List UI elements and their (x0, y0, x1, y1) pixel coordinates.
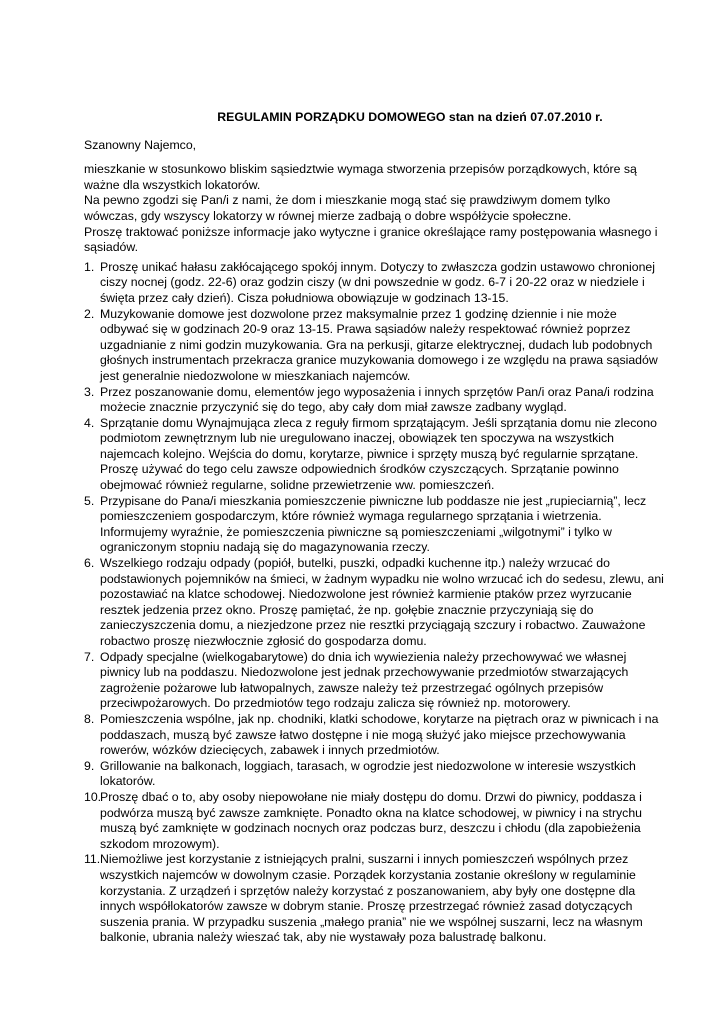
document-title: REGULAMIN PORZĄDKU DOMOWEGO stan na dzień 07.07.2010 r. (217, 110, 603, 124)
rule-text: Przypisane do Pana/i mieszkania pomieszczenie piwniczne lub poddasze nie jest „rupieciarnią”, lecz pomieszczeniem gospodarczym, które również wymaga regularnego sprzątania i wietrzenia. Informujemy wyraźnie, że pomieszczenia piwniczne są pomieszczeniami „wilgotnymi” i tylko w ograniczonym stopniu nadają się do magazynowania rzeczy. (100, 493, 647, 555)
rule-number: 3. (84, 384, 95, 399)
rule-text: Niemożliwe jest korzystanie z istniejących pralni, suszarni i innych pomieszczeń wspólnych przez wszystkich najemców w dowolnym czasie. Porządek korzystania zostanie określony w regulaminie korzystania. Z urządzeń i sprzętów należy korzystać z poszanowaniem, aby były one dostępne dla innych współlokatorów zawsze w dobrym stanie. Proszę przestrzegać również zasad dotyczących suszenia prania. W przypadku suszenia „małego prania” nie we wspólnej suszarni, lecz na własnym balkonie, ubrania należy wieszać tak, aby nie wystawały poza balustradę balkonu. (100, 852, 643, 945)
rule-number: 6. (84, 556, 95, 571)
rule-item (84, 556, 666, 650)
rule-item (84, 852, 666, 946)
rule-text: Proszę unikać hałasu zakłócającego spokój innym. Dotyczy to zwłaszcza godzin ustawowo chronionej ciszy nocnej (godz. 22-6) oraz godzin ciszy (w dni powszednie w godz. 6-7 i 20-22 oraz w niedziele i święta przez cały dzień). Cisza południowa obowiązuje w godzinach 13-15. (100, 259, 656, 305)
rule-text: Pomieszczenia wspólne, jak np. chodniki, klatki schodowe, korytarze na piętrach oraz w piwnicach i na poddaszach, muszą być zawsze łatwo dostępne i nie mogą służyć jako miejsce przechowywania rowerów, wózków dziecięcych, zabawek i innych przedmiotów. (100, 711, 659, 758)
rule-item (84, 650, 666, 712)
rule-text: Przez poszanowanie domu, elementów jego wyposażenia i innych sprzętów Pan/i oraz Pana/i rodzina możecie znacznie przyczynić się do tego, aby cały dom miał zawsze zadbany wygląd. (100, 384, 654, 415)
rule-number: 11. (84, 852, 101, 867)
rule-text: Muzykowanie domowe jest dozwolone przez maksymalnie przez 1 godzinę dziennie i nie może odbywać się w godzinach 20-9 oraz 13-15. Prawa sąsiadów należy respektować również poprzez uzgadnianie z nimi godzin muzykowania. Gra na perkusji, gitarze elektrycznej, dudach lub podobnych głośnych instrumentach przekracza granice muzykowania domowego i ze względu na prawa sąsiadów jest generalnie niedozwolone w mieszkaniach najemców. (100, 306, 658, 383)
rule-number: 2. (84, 306, 95, 321)
rule-number: 10. (84, 789, 102, 804)
rule-item (84, 494, 666, 556)
rule-number: 7. (84, 649, 95, 664)
rule-item (84, 790, 666, 852)
rule-number: 1. (84, 259, 95, 274)
rule-item (84, 385, 666, 416)
rule-number: 8. (84, 711, 95, 726)
rule-item (84, 416, 666, 494)
rule-text: Proszę dbać o to, aby osoby niepowołane nie miały dostępu do domu. Drzwi do piwnicy, poddasza i podwórza muszą być zawsze zamknięte. Ponadto okna na klatce schodowej, w piwnicy i na strychu muszą być zamknięte w godzinach nocnych oraz podczas burz, deszczu i chłodu (dla zapobieżenia szkodom mrozowym). (100, 789, 643, 851)
intro-section (84, 162, 666, 256)
rule-text: Grillowanie na balkonach, loggiach, tarasach, w ogrodzie jest niedozwolone w interesie wszystkich lokatorów. (100, 758, 636, 789)
rule-item (84, 307, 666, 385)
intro-paragraph: Na pewno zgodzi się Pan/i z nami, że dom i mieszkanie mogą stać się prawdziwym domem tylko wówczas, gdy wszyscy lokatorzy w równej mierze zadbają o dobre współżycie społeczne. (84, 193, 611, 223)
rule-item (84, 759, 666, 790)
rule-text: Wszelkiego rodzaju odpady (popiół, butelki, puszki, odpadki kuchenne itp.) należy wrzucać do podstawionych pojemników na śmieci, w żadnym wypadku nie wolno wrzucać ich do sedesu, zlewu, ani pozostawiać na klatce schodowej. Niedozwolone jest również karmienie ptaków przez wyrzucanie resztek jedzenia przez okno. Proszę pamiętać, że np. gołębie znacznie przyczyniają się do zanieczyszczenia domu, a niezjedzone przez nie resztki przyciągają szczury i robactwo. Zauważone robactwo proszę niezwłocznie zgłosić do gospodarza domu. (100, 556, 664, 648)
rule-text: Sprzątanie domu Wynajmująca zleca z reguły firmom sprzątającym. Jeśli sprzątania domu nie zlecono podmiotom zewnętrznym lub nie uregulowano inaczej, obowiązek ten spoczywa na wszystkich najemcach kolejno. Wejścia do domu, korytarze, piwnice i sprzęty muszą być regularnie sprzątane. Proszę używać do tego celu zawsze odpowiednich środków czyszczących. Sprzątanie powinno obejmować również regularne, solidne przewietrzenie ww. pomieszczeń. (100, 415, 657, 493)
rule-number: 5. (84, 493, 95, 508)
rule-item (84, 260, 666, 307)
rule-text: Odpady specjalne (wielkogabarytowe) do dnia ich wywiezienia należy przechowywać we własnej piwnicy lub na poddaszu. Niedozwolone jest jednak przechowywanie przedmiotów stwarzających zagrożenie pożarowe lub łatwopalnych, zawsze należy też przestrzegać ogólnych przepisów przeciwpożarowych. Do przedmiotów tego rodzaju zalicza się również np. motorowery. (100, 649, 629, 711)
rule-number: 9. (84, 758, 95, 773)
intro-paragraph: Proszę traktować poniższe informacje jako wytyczne i granice określające ramy postępowania własnego i sąsiadów. (84, 224, 658, 255)
rule-number: 4. (84, 415, 95, 430)
intro-paragraph: mieszkanie w stosunkowo bliskim sąsiedztwie wymaga stworzenia przepisów porządkowych, które są ważne dla wszystkich lokatorów. (84, 162, 637, 192)
rules-list (84, 260, 666, 946)
salutation: Szanowny Najemco, (84, 137, 197, 152)
rule-item (84, 712, 666, 759)
